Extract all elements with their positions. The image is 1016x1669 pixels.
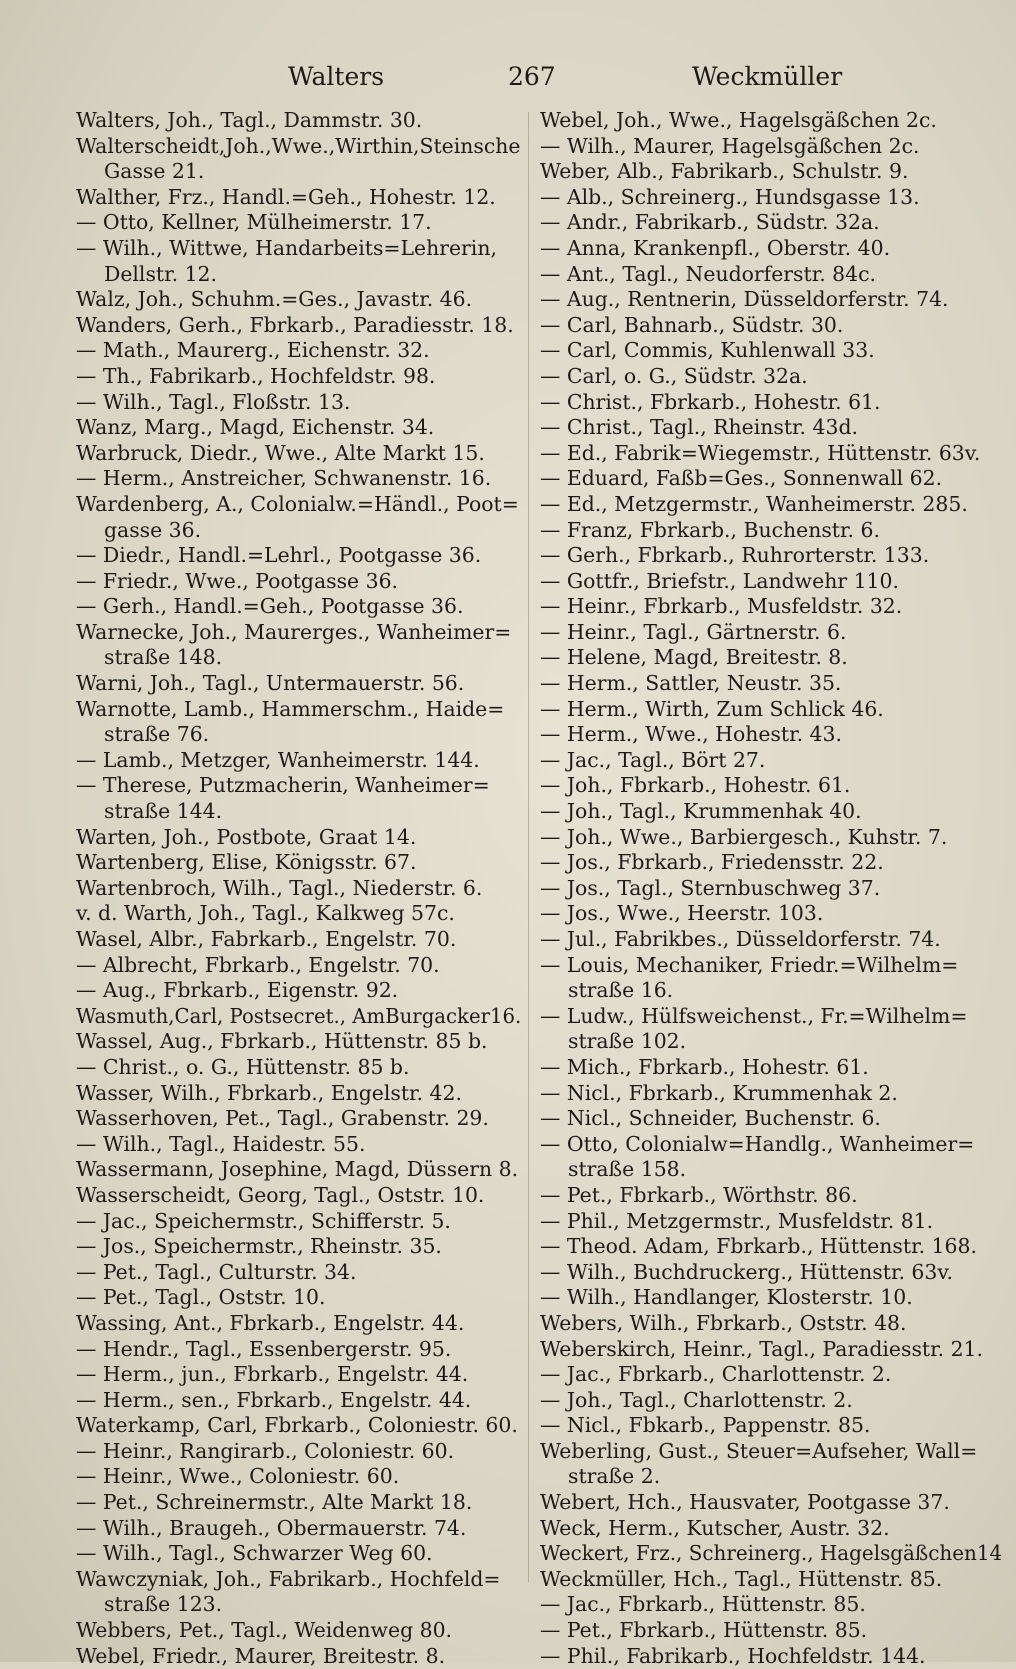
directory-entry: — Therese, Putzmacherin, Wanheimer= <box>76 773 490 798</box>
directory-entry: — Jac., Fbrkarb., Hüttenstr. 85. <box>540 1592 866 1617</box>
directory-entry: v. d. Warth, Joh., Tagl., Kalkweg 57c. <box>76 901 455 926</box>
directory-entry: — Mich., Fbrkarb., Hohestr. 61. <box>540 1054 869 1079</box>
directory-entry: Weckert, Frz., Schreinerg., Hagelsgäßchen14 <box>540 1541 1003 1566</box>
directory-entry: — Lamb., Metzger, Wanheimerstr. 144. <box>76 747 480 772</box>
directory-entry: Warnotte, Lamb., Hammerschm., Haide= <box>76 696 505 721</box>
directory-entry: straße 102. <box>568 1029 687 1054</box>
directory-entry: Webel, Joh., Wwe., Hagelsgäßchen 2c. <box>540 108 937 132</box>
directory-entry: — Carl, o. G., Südstr. 32a. <box>540 363 808 388</box>
directory-entry: straße 144. <box>104 799 223 824</box>
directory-entry: Wanders, Gerh., Fbrkarb., Paradiesstr. 18. <box>76 312 514 337</box>
directory-entry: — Herm., sen., Fbrkarb., Engelstr. 44. <box>76 1387 472 1412</box>
directory-entry: — Wilh., Maurer, Hagelsgäßchen 2c. <box>540 133 920 158</box>
page-header <box>0 62 1016 102</box>
directory-entry: — Aug., Rentnerin, Düsseldorferstr. 74. <box>540 287 949 312</box>
directory-entry: — Pet., Schreinermstr., Alte Markt 18. <box>76 1490 473 1515</box>
directory-entry: Wawczyniak, Joh., Fabrikarb., Hochfeld= <box>76 1566 501 1591</box>
directory-entry: — Phil., Metzgermstr., Musfeldstr. 81. <box>540 1208 934 1233</box>
left-column <box>76 108 521 1669</box>
directory-entry: — Pet., Fbrkarb., Hüttenstr. 85. <box>540 1618 868 1643</box>
directory-entry: Wasmuth,Carl, Postsecret., AmBurgacker16. <box>76 1003 522 1028</box>
directory-entry: — Ludw., Hülfsweichenst., Fr.=Wilhelm= <box>540 1003 968 1028</box>
directory-entry: Wasser, Wilh., Fbrkarb., Engelstr. 42. <box>76 1080 462 1105</box>
directory-entry: Wardenberg, A., Colonialw.=Händl., Poot= <box>76 491 519 516</box>
directory-entry: — Th., Fabrikarb., Hochfeldstr. 98. <box>76 363 436 388</box>
directory-entry: — Christ., Fbrkarb., Hohestr. 61. <box>540 389 881 414</box>
directory-entry: — Wilh., Tagl., Schwarzer Weg 60. <box>76 1541 433 1566</box>
directory-entry: Wartenbroch, Wilh., Tagl., Niederstr. 6. <box>76 875 483 900</box>
directory-entry: — Nicl., Fbrkarb., Krummenhak 2. <box>540 1080 898 1105</box>
directory-entry: — Wilh., Tagl., Floßstr. 13. <box>76 389 351 414</box>
directory-entry: — Heinr., Fbrkarb., Musfeldstr. 32. <box>540 594 903 619</box>
directory-entry: Weck, Herm., Kutscher, Austr. 32. <box>540 1515 890 1540</box>
directory-entry: Webers, Wilh., Fbrkarb., Oststr. 48. <box>540 1310 907 1335</box>
directory-entry: — Herm., Sattler, Neustr. 35. <box>540 671 842 696</box>
directory-entry: — Wilh., Wittwe, Handarbeits=Lehrerin, <box>76 235 497 260</box>
directory-entry: Wasel, Albr., Fabrkarb., Engelstr. 70. <box>76 927 457 951</box>
directory-entry: Weber, Alb., Fabrikarb., Schulstr. 9. <box>540 159 909 184</box>
directory-entry: Waterkamp, Carl, Fbrkarb., Coloniestr. 60. <box>76 1413 518 1438</box>
directory-entry: — Eduard, Faßb=Ges., Sonnenwall 62. <box>540 466 943 491</box>
directory-entry: Walther, Frz., Handl.=Geh., Hohestr. 12. <box>76 184 496 209</box>
directory-entry: Webel, Friedr., Maurer, Breitestr. 8. <box>76 1643 446 1668</box>
directory-entry: — Gottfr., Briefstr., Landwehr 110. <box>540 568 899 593</box>
directory-entry: — Pet., Tagl., Culturstr. 34. <box>76 1259 357 1284</box>
directory-entry: — Heinr., Rangirarb., Coloniestr. 60. <box>76 1438 455 1463</box>
directory-entry: — Jos., Tagl., Sternbuschweg 37. <box>540 875 881 900</box>
directory-entry: Weberskirch, Heinr., Tagl., Paradiesstr. 21. <box>540 1336 984 1361</box>
directory-entry: Weckmüller, Hch., Tagl., Hüttenstr. 85. <box>540 1566 943 1591</box>
directory-entry: — Christ., Tagl., Rheinstr. 43d. <box>540 415 858 440</box>
directory-entry: Wassel, Aug., Fbrkarb., Hüttenstr. 85 b. <box>76 1029 488 1054</box>
directory-entry: — Alb., Schreinerg., Hundsgasse 13. <box>540 184 920 209</box>
right-column <box>540 108 1002 1669</box>
directory-entry: — Pet., Tagl., Oststr. 10. <box>76 1285 326 1310</box>
directory-entry: — Hendr., Tagl., Essenbergerstr. 95. <box>76 1336 452 1361</box>
directory-entry: Wassing, Ant., Fbrkarb., Engelstr. 44. <box>76 1310 465 1335</box>
directory-entry: — Theod. Adam, Fbrkarb., Hüttenstr. 168. <box>540 1234 977 1259</box>
directory-entry: Warnecke, Joh., Maurerges., Wanheimer= <box>76 619 512 644</box>
directory-entry: Webbers, Pet., Tagl., Weidenweg 80. <box>76 1618 453 1643</box>
directory-entry: — Joh., Fbrkarb., Hohestr. 61. <box>540 773 851 798</box>
directory-entry: — Phil., Fabrikarb., Hochfeldstr. 144. <box>540 1643 926 1668</box>
header-right-keyword: Weckmüller <box>692 62 843 91</box>
directory-entry: Wassermann, Josephine, Magd, Düssern 8. <box>76 1157 519 1182</box>
directory-entry: Dellstr. 12. <box>104 261 218 286</box>
directory-entry: — Heinr., Wwe., Coloniestr. 60. <box>76 1464 400 1489</box>
directory-entry: — Herm., jun., Fbrkarb., Engelstr. 44. <box>76 1362 469 1387</box>
directory-entry: — Jac., Fbrkarb., Charlottenstr. 2. <box>540 1362 892 1387</box>
directory-entry: Walterscheidt,Joh.,Wwe.,Wirthin,Steinsche <box>76 133 521 158</box>
directory-entry: Wanz, Marg., Magd, Eichenstr. 34. <box>76 415 435 440</box>
directory-entry: — Herm., Anstreicher, Schwanenstr. 16. <box>76 466 492 491</box>
column-divider <box>528 112 529 1582</box>
directory-entry: — Jul., Fabrikbes., Düsseldorferstr. 74. <box>540 927 941 951</box>
directory-entry: — Wilh., Tagl., Haidestr. 55. <box>76 1131 366 1156</box>
directory-entry: straße 16. <box>568 978 674 1003</box>
directory-entry: — Ed., Fabrik=Wiegemstr., Hüttenstr. 63v. <box>540 440 981 465</box>
directory-entry: Walz, Joh., Schuhm.=Ges., Javastr. 46. <box>76 287 473 312</box>
directory-entry: Walters, Joh., Tagl., Dammstr. 30. <box>76 108 423 132</box>
directory-entry: straße 2. <box>568 1464 661 1489</box>
directory-entry: — Heinr., Tagl., Gärtnerstr. 6. <box>540 619 847 644</box>
directory-entry: straße 148. <box>104 645 223 670</box>
page-number: 267 <box>508 62 556 91</box>
directory-entry: Warten, Joh., Postbote, Graat 14. <box>76 824 417 849</box>
directory-entry: — Albrecht, Fbrkarb., Engelstr. 70. <box>76 952 440 977</box>
directory-entry: — Gerh., Handl.=Geh., Pootgasse 36. <box>76 594 464 619</box>
directory-entry: — Pet., Fbrkarb., Wörthstr. 86. <box>540 1182 858 1207</box>
directory-entry: Weberling, Gust., Steuer=Aufseher, Wall= <box>540 1438 978 1463</box>
directory-entry: — Otto, Colonialw=Handlg., Wanheimer= <box>540 1131 975 1156</box>
directory-entry: — Wilh., Handlanger, Klosterstr. 10. <box>540 1285 913 1310</box>
directory-entry: — Gerh., Fbrkarb., Ruhrorterstr. 133. <box>540 543 930 568</box>
directory-entry: — Joh., Wwe., Barbiergesch., Kuhstr. 7. <box>540 824 948 849</box>
directory-entry: Webert, Hch., Hausvater, Pootgasse 37. <box>540 1490 950 1515</box>
directory-entry: straße 76. <box>104 722 210 747</box>
directory-entry: — Wilh., Braugeh., Obermauerstr. 74. <box>76 1515 467 1540</box>
directory-entry: — Herm., Wirth, Zum Schlick 46. <box>540 696 884 721</box>
directory-entry: — Jos., Wwe., Heerstr. 103. <box>540 901 824 926</box>
directory-entry: — Jac., Speichermstr., Schifferstr. 5. <box>76 1208 451 1233</box>
directory-entry: — Andr., Fabrikarb., Südstr. 32a. <box>540 210 880 235</box>
directory-entry: — Ed., Metzgermstr., Wanheimerstr. 285. <box>540 491 968 516</box>
directory-entry: — Louis, Mechaniker, Friedr.=Wilhelm= <box>540 952 959 977</box>
directory-entry: — Nicl., Schneider, Buchenstr. 6. <box>540 1106 881 1131</box>
directory-entry: — Wilh., Buchdruckerg., Hüttenstr. 63v. <box>540 1259 953 1284</box>
directory-entry: — Anna, Krankenpfl., Oberstr. 40. <box>540 235 891 260</box>
directory-entry: — Ant., Tagl., Neudorferstr. 84c. <box>540 261 877 286</box>
directory-entry: — Otto, Kellner, Mülheimerstr. 17. <box>76 210 432 235</box>
directory-entry: — Aug., Fbrkarb., Eigenstr. 92. <box>76 978 399 1003</box>
directory-entry: — Franz, Fbrkarb., Buchenstr. 6. <box>540 517 880 542</box>
directory-entry: gasse 36. <box>104 517 202 542</box>
directory-entry: Warni, Joh., Tagl., Untermauerstr. 56. <box>76 671 465 696</box>
directory-entry: Wasserscheidt, Georg, Tagl., Oststr. 10. <box>76 1182 485 1207</box>
directory-entry: Warbruck, Diedr., Wwe., Alte Markt 15. <box>76 440 485 465</box>
directory-entry: — Math., Maurerg., Eichenstr. 32. <box>76 338 430 363</box>
directory-entry: straße 123. <box>104 1592 223 1617</box>
directory-entry: Gasse 21. <box>104 159 205 184</box>
directory-entry: — Helene, Magd, Breitestr. 8. <box>540 645 848 670</box>
directory-entry: Wasserhoven, Pet., Tagl., Grabenstr. 29. <box>76 1106 489 1131</box>
directory-entry: — Joh., Tagl., Charlottenstr. 2. <box>540 1387 853 1412</box>
directory-entry: — Christ., o. G., Hüttenstr. 85 b. <box>76 1054 410 1079</box>
directory-entry: — Joh., Tagl., Krummenhak 40. <box>540 799 862 824</box>
directory-entry: — Carl, Commis, Kuhlenwall 33. <box>540 338 875 363</box>
directory-entry: — Carl, Bahnarb., Südstr. 30. <box>540 312 844 337</box>
directory-entry: — Jac., Tagl., Bört 27. <box>540 747 766 772</box>
directory-entry: — Nicl., Fbkarb., Pappenstr. 85. <box>540 1413 871 1438</box>
header-left-keyword: Walters <box>288 62 385 91</box>
directory-entry: — Diedr., Handl.=Lehrl., Pootgasse 36. <box>76 543 482 568</box>
directory-entry: — Jos., Fbrkarb., Friedensstr. 22. <box>540 850 884 875</box>
directory-entry: — Friedr., Wwe., Pootgasse 36. <box>76 568 399 593</box>
directory-entry: Wartenberg, Elise, Königsstr. 67. <box>76 850 417 875</box>
directory-entry: — Herm., Wwe., Hohestr. 43. <box>540 722 842 747</box>
directory-entry: straße 158. <box>568 1157 687 1182</box>
directory-entry: — Jos., Speichermstr., Rheinstr. 35. <box>76 1234 442 1259</box>
